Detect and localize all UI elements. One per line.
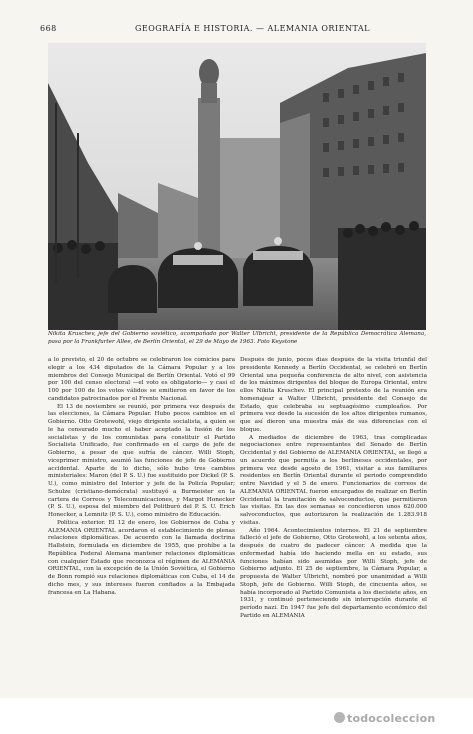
text-column-left bbox=[48, 357, 235, 677]
text-column-right bbox=[240, 357, 427, 677]
watermark-text: todocoleccion bbox=[347, 712, 436, 725]
watermark bbox=[334, 712, 435, 730]
paragraph: El 13 de noviembre se reunió, por primera vez después de las elecciones, la Cámara Popular. Hubo pocos cambios en el Gobierno. Otto Grotewohl, viejo dirigente socialista, a quien se le ha censurado mucho el haber aceptado la fusión de los socialistas y de los comunistas para constituir el Partido Socialista Unificado, fue confirmado en el cargo de jefe de Gobierno, a pesar de que sufría de cáncer. Willi Stoph, viceprimer ministro, asumió las funciones de jefe de Gobierno accidental. Aparte de lo dicho, sólo hubo tres cambios ministeriales: Maron (del P. S. U.) fue sustituido por Dickel (P. S. U.), como ministro del Interior y jefe de la Policía Popular; Schulze (cristiano-demócrata) sustituyó a Burmeister en la cartera de Correos y Telecomunicaciones, y Margot Honecker (P. S. U.), esposa del miembro del Politburó del P. S. U. Erich Honecker, a Lemnitz (P. S. U.), como ministro de Educación. bbox=[48, 403, 235, 518]
todocoleccion-logo-icon bbox=[334, 712, 345, 723]
street-scene-photo bbox=[48, 43, 426, 330]
paragraph: a lo previsto, el 20 de octubre se celebraron los comicios para elegir a los 434 diputados de la Cámara Popular y a los miembros del Consejo Municipal de Berlín Oriental. Votó el 99 por 100 del censo electoral —el voto es obligatorio— y casi el 100 por 100 de los votos válidos se emitieron en favor de los candidatos patrocinados por el Frente Nacional. bbox=[48, 357, 235, 402]
page-number: 668 bbox=[40, 24, 57, 33]
paragraph: Después de junio, pocos días después de la visita triunfal del presidente Kennedy a Berlín Occidental, se celebró en Berlín Oriental una pequeña conferencia de alto nivel, con asistencia de los máximos dirigentes del bloque de Europa Oriental, entre ellos Nikita Kruschev. El principal pretexto de la reunión era homenajear a Walter Ulbricht, presidente del Consejo de Estado, que celebraba su septuagésimo cumpleaños. Por primera vez desde la sucesión de los altos dirigentes rumanos, que así dieron una muestra más de sus diferencias con el bloque. bbox=[240, 357, 427, 433]
photograph bbox=[48, 43, 426, 330]
paragraph: Año 1964. Acontecimientos internos. El 21 de septiembre falleció el jefe de Gobierno, Otto Grotewohl, a los setenta años, después de cuatro de padecer cáncer. A medida que la enfermedad había ido haciendo mella en su estado, sus funciones habían sido asumidas por Willi Stoph, jefe de Gobierno adjunto. El 25 de septiembre, la Cámara Popular, a propuesta de Walter Ulbricht, nombró por unanimidad a Willi Stoph, jefe de Gobierno. Willi Stoph, de cincuenta años, se había incorporado al Partido Comunista a los diecisiete años, en 1931, y continuó perteneciendo sin interrupción durante el período nazi. En 1947 fue jefe del departamento económico del Partido en ALEMANIA bbox=[240, 527, 427, 619]
running-title: GEOGRAFÍA E HISTORIA. — ALEMANIA ORIENTAL bbox=[135, 24, 370, 33]
paragraph: A mediados de diciembre de 1963, tras complicadas negociaciones entre representantes del Senado de Berlín Occidental y del Gobierno de ALEMANIA ORIENTAL, se llegó a un acuerdo que permitía a los berlineses occidentales, por primera vez desde agosto de 1961, visitar a sus familiares residentes en Berlín Oriental durante el periodo comprendido entre Navidad y el 5 de enero. Funcionarios de correos de ALEMANIA ORIENTAL fueron encargados de realizar en Berlín Occidental la tramitación de salvoconductos, que permitieron las visitas. En las dos semanas se concedieron unos 620.000 salvoconductos, que autorizaron la realización de 1.283.918 visitas. bbox=[240, 434, 427, 526]
running-header bbox=[40, 24, 435, 38]
photo-caption: Nikita Kruschev, jefe del Gobierno soviético, acompañado por Walter Ulbricht, presidente de la República Democrática Alemana, pasa por la Frankfurter Allee, de Berlín Oriental, el 29 de Mayo de 1963. Foto Keystone bbox=[48, 331, 426, 345]
paragraph: Política exterior. El 12 de enero, los Gobiernos de Cuba y ALEMANIA ORIENTAL acordaron el establecimiento de plenas relaciones diplomáticas. De acuerdo con la llamada doctrina Hallstein, formulada en diciembre de 1955, que prohíbe a la República Federal Alemana mantener relaciones diplomáticas con cualquier Estado que reconozca el régimen de ALEMANIA ORIENTAL, con la excepción de la Unión Soviética, el Gobierno de Bonn rompió sus relaciones diplomáticas con Cuba, el 14 de dicho mes, y sus intereses fueron confiados a la Embajada francesa en La Habana. bbox=[48, 519, 235, 596]
